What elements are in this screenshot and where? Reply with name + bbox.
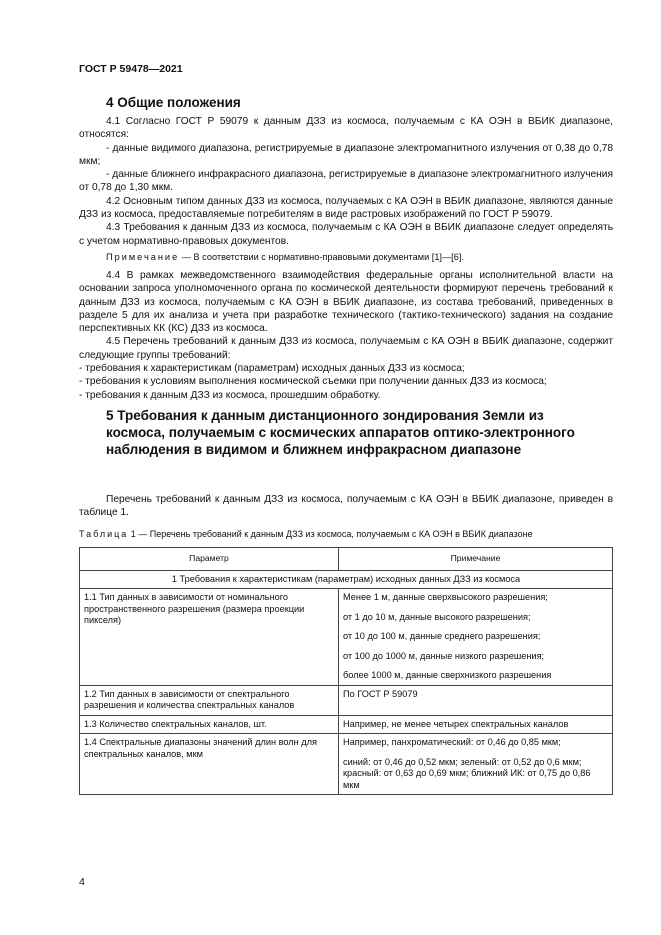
requirements-table [79, 547, 613, 795]
column-header-note: Примечание [339, 548, 613, 571]
group-item: - требования к условиям выполнения космической съемки при получении данных ДЗЗ из космоса; [79, 376, 547, 388]
bullet-visible-range: - данные видимого диапазона, регистрируемые в диапазоне электромагнитного излучения от 0,38 до 0,78 мкм; [79, 142, 613, 167]
table-caption-label: Таблица [79, 529, 129, 539]
note-line: Менее 1 м, данные сверхвысокого разрешения; [343, 592, 548, 602]
note-cell [339, 734, 613, 795]
note-line: от 10 до 100 м, данные среднего разрешения; [343, 631, 541, 641]
paragraph-4-1: 4.1 Согласно ГОСТ Р 59079 к данным ДЗЗ из космоса, получаемым с КА ОЭН в ВБИК диапазоне, относятся: [79, 116, 613, 141]
param-cell: 1.3 Количество спектральных каналов, шт. [80, 715, 339, 734]
table-section-row [80, 570, 613, 589]
note-line: от 1 до 10 м, данные высокого разрешения; [343, 611, 531, 622]
document-code-header: ГОСТ Р 59478—2021 [79, 63, 183, 75]
param-cell: 1.2 Тип данных в зависимости от спектрального разрешения и количества спектральных каналов [80, 685, 339, 715]
note-line: более 1000 м, данные сверхнизкого разрешения [343, 670, 552, 680]
group-item: - требования к данным ДЗЗ из космоса, прошедшим обработку. [79, 389, 381, 401]
note-text: — В соответствии с нормативно-правовыми документами [1]—[6]. [179, 251, 464, 262]
param-cell: 1.1 Тип данных в зависимости от номинального пространственного разрешения (размера проекции пикселя) [80, 589, 339, 686]
paragraph-4-3: 4.3 Требования к данным ДЗЗ из космоса, получаемым с КА ОЭН в ВБИК диапазоне следует определять с учетом нормативно-правовых документов. [79, 222, 613, 247]
paragraph-4-2: 4.2 Основным типом данных ДЗЗ из космоса, получаемых с КА ОЭН в ВБИК диапазоне, являются данные ДЗЗ из космоса, предоставляемые потребителям в виде растровых изображений по ГОСТ Р 59079. [79, 195, 613, 221]
section-5-body [79, 493, 613, 520]
note-line: Например, панхроматический: от 0,46 до 0,85 мкм; [343, 737, 561, 747]
note-label: Примечание [106, 251, 180, 262]
section-row-cell: 1 Требования к характеристикам (параметрам) исходных данных ДЗЗ из космоса [80, 570, 613, 589]
note-cell [339, 589, 613, 686]
note-line: синий: от 0,46 до 0,52 мкм; зеленый: от 0,52 до 0,6 мкм; красный: от 0,63 до 0,69 мкм; ближний ИК: от 0,75 до 0,86 мкм [343, 756, 591, 790]
section-5-heading: 5 Требования к данным дистанционного зондирования Земли из космоса, получаемым с космических аппаратов оптико-электронного наблюдения в видимом и ближнем инфракрасном диапазоне [106, 408, 575, 457]
table-caption-text: 1 — Перечень требований к данным ДЗЗ из космоса, получаемым с КА ОЭН в ВБИК диапазоне [128, 529, 533, 539]
param-cell: 1.4 Спектральные диапазоны значений длин волн для спектральных каналов, мкм [80, 734, 339, 795]
table-row [80, 589, 613, 686]
note-line: от 100 до 1000 м, данные низкого разрешения; [343, 650, 545, 661]
paragraph-4-5: 4.5 Перечень требований к данным ДЗЗ из космоса, получаемым с КА ОЭН в ВБИК диапазоне, содержит следующие группы требований: [79, 336, 613, 361]
page-number: 4 [79, 876, 85, 888]
section-5-intro: Перечень требований к данным ДЗЗ из космоса, получаемым с КА ОЭН в ВБИК диапазоне, приведен в таблице 1. [79, 494, 613, 519]
section-4-heading: 4 Общие положения [106, 95, 241, 110]
section-4-body [79, 115, 613, 402]
group-item: - требования к характеристикам (параметрам) исходных данных ДЗЗ из космоса; [79, 363, 465, 375]
bullet-near-infrared-range: - данные ближнего инфракрасного диапазона, регистрируемые в диапазоне электромагнитного излучения от 0,78 до 1,30 мкм. [79, 169, 613, 194]
note-cell: По ГОСТ Р 59079 [339, 685, 613, 715]
note-cell: Например, не менее четырех спектральных каналов [339, 715, 613, 734]
table-row [80, 685, 613, 715]
table-caption [79, 529, 533, 539]
table-row [80, 734, 613, 795]
column-header-parameter: Параметр [80, 548, 339, 571]
note [79, 251, 613, 264]
table-header-row [80, 548, 613, 571]
table-row [80, 715, 613, 734]
paragraph-4-4: 4.4 В рамках межведомственного взаимодействия федеральные органы исполнительной власти на основании запроса уполномоченного органа по космической деятельности формируют перечень требований к данным ДЗЗ из космоса, получаемым с КА ОЭН в ВБИК диапазоне, из состава требований, приведенных в разделе 5 для их анализа и учета при разработке технического (тактико-технического) задания на создание перспективных КК (КС) ДЗЗ из космоса. [79, 269, 613, 335]
